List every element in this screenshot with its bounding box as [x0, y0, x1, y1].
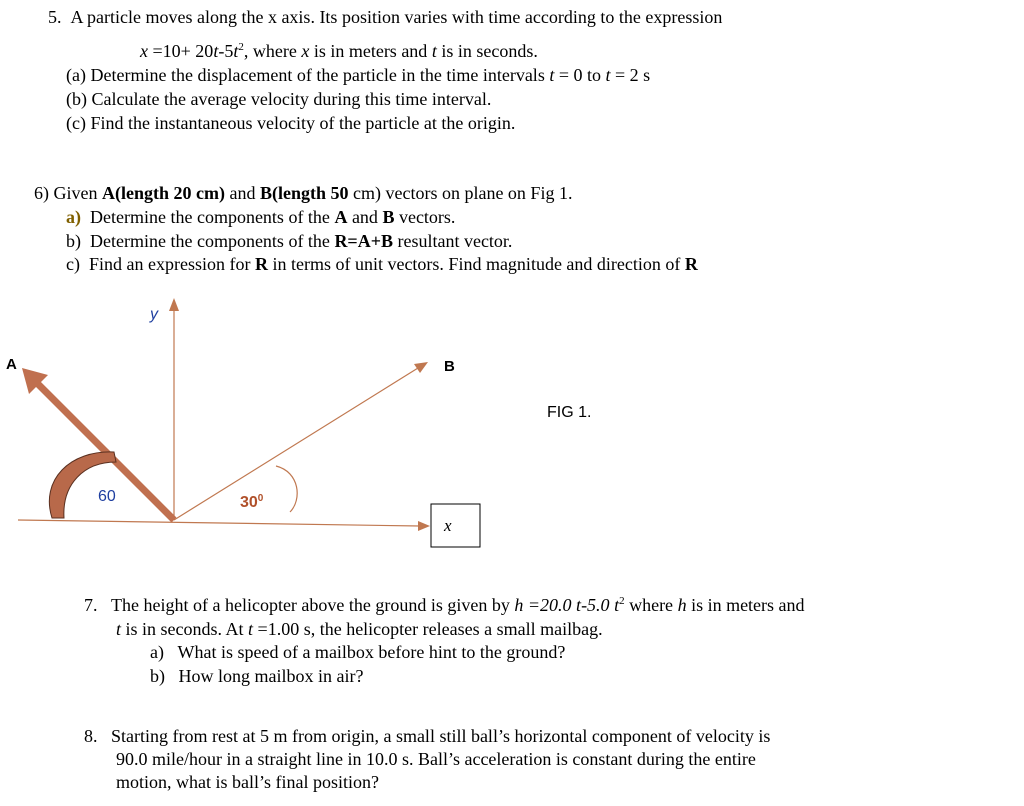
q7-var-t: t	[576, 595, 582, 615]
q8-line3: motion, what is ball’s final position?	[116, 772, 379, 792]
q8-text: Starting from rest at 5 m from origin, a small still ball’s horizontal component of velocity is	[111, 726, 771, 746]
x-axis-label-text: x	[444, 516, 452, 535]
q8-line2: 90.0 mile/hour in a straight line in 10.0 s. Ball’s acceleration is constant during the entire	[116, 749, 756, 769]
q6-vector-a-length: A(length 20 cm)	[101, 183, 225, 203]
angle-b-label	[240, 494, 263, 512]
q5-a-label: (a)	[66, 65, 86, 85]
q7-a-label: a)	[150, 642, 164, 662]
x-axis	[18, 520, 420, 526]
q7-text: is in meters and	[686, 595, 805, 615]
q7-part-a	[150, 641, 565, 663]
x-axis-label	[444, 515, 452, 537]
q7-expr: -5.0	[581, 595, 615, 615]
q6-text: in terms of unit vectors. Find magnitude and direction of	[267, 254, 685, 274]
q7-var-t: t	[248, 619, 254, 639]
q7-a-text: What is speed of a mailbox before hint to the ground?	[177, 642, 566, 662]
q5-var-t: t	[549, 65, 555, 85]
q6-resultant: R=A+B	[334, 231, 393, 251]
q5-var-x: x	[140, 41, 148, 61]
q5-number: 5.	[48, 7, 62, 27]
q7-b-text: How long mailbox in air?	[178, 666, 364, 686]
q5-exponent: 2	[238, 41, 244, 53]
q6-text: and	[224, 183, 260, 203]
x-axis-arrowhead	[418, 521, 430, 531]
q6-text: 6) Given	[34, 183, 102, 203]
q7-text: where	[624, 595, 678, 615]
q5-a-text: Determine the displacement of the particle in the time intervals	[90, 65, 550, 85]
q5-var-t: t	[213, 41, 219, 61]
q6-text: resultant vector.	[392, 231, 513, 251]
q5-a-text: = 2 s	[610, 65, 651, 85]
q7-var-t: t	[116, 619, 122, 639]
q6-text: vectors.	[394, 207, 456, 227]
q5-var-t: t	[431, 41, 437, 61]
q5-var-x: x	[301, 41, 310, 61]
angle-b-value: 30	[240, 494, 258, 511]
q6-resultant: R	[684, 254, 698, 274]
q6-resultant: R	[254, 254, 268, 274]
vector-b-arrowhead	[414, 362, 428, 373]
q7-exponent: 2	[619, 595, 625, 607]
q6-b-label: b)	[66, 231, 81, 251]
q5-expr-part: , where	[243, 41, 302, 61]
degree-mark: 0	[257, 493, 264, 504]
q6-text: Determine the components of the	[90, 207, 335, 227]
q7-part-b	[150, 665, 363, 687]
figure-caption: FIG 1.	[547, 404, 592, 421]
q6-vector-b: B	[382, 207, 395, 227]
q5-a-text: = 0 to	[554, 65, 606, 85]
q5-expr-part: -5	[218, 41, 234, 61]
q7-var-t: t	[614, 595, 620, 615]
q7-b-label: b)	[150, 666, 165, 686]
q6-vector-a: A	[334, 207, 348, 227]
x-label-box	[431, 504, 480, 547]
vector-a-label: A	[6, 356, 17, 373]
q6-text: and	[347, 207, 383, 227]
q5-c-text: Find the instantaneous velocity of the particle at the origin.	[90, 113, 516, 133]
vector-b	[174, 368, 418, 520]
q6-vector-b-length: B(length 50	[259, 183, 349, 203]
q5-b-label: (b)	[66, 89, 87, 109]
q7-var-h: h	[514, 595, 524, 615]
q7-text: is in seconds. At	[121, 619, 249, 639]
angle-a-label: 60	[98, 488, 116, 505]
q5-b-text: Calculate the average velocity during this time interval.	[91, 89, 492, 109]
y-axis-arrowhead	[169, 298, 179, 311]
q7-line1	[84, 594, 805, 616]
q5-expr-part: =10+ 20	[148, 41, 214, 61]
q6-text: cm) vectors on plane on Fig 1.	[348, 183, 573, 203]
q5-var-t: t	[233, 41, 239, 61]
q6-text: Find an expression for	[88, 254, 255, 274]
q5-expr-part: is in meters and	[309, 41, 432, 61]
angle-a-arc	[49, 452, 116, 518]
q8-number: 8.	[84, 726, 98, 746]
q5-expr-part: is in seconds.	[436, 41, 538, 61]
q8-line1	[84, 725, 770, 747]
q5-intro: A particle moves along the x axis. Its position varies with time according to the expression	[70, 7, 723, 27]
q7-line2	[116, 618, 603, 640]
q7-number: 7.	[84, 595, 98, 615]
q7-expr: =20.0	[523, 595, 577, 615]
y-axis-label: y	[150, 306, 158, 323]
vector-b-label: B	[444, 358, 455, 375]
q7-text: The height of a helicopter above the ground is given by	[111, 595, 515, 615]
q6-c-label: c)	[66, 254, 80, 274]
q7-text: =1.00 s, the helicopter releases a small mailbag.	[253, 619, 603, 639]
q7-var-h: h	[677, 595, 687, 615]
q5-c-label: (c)	[66, 113, 86, 133]
angle-b-arc	[276, 466, 297, 512]
q6-text: Determine the components of the	[90, 231, 335, 251]
q5-var-t: t	[605, 65, 611, 85]
q6-a-label: a)	[66, 207, 81, 227]
